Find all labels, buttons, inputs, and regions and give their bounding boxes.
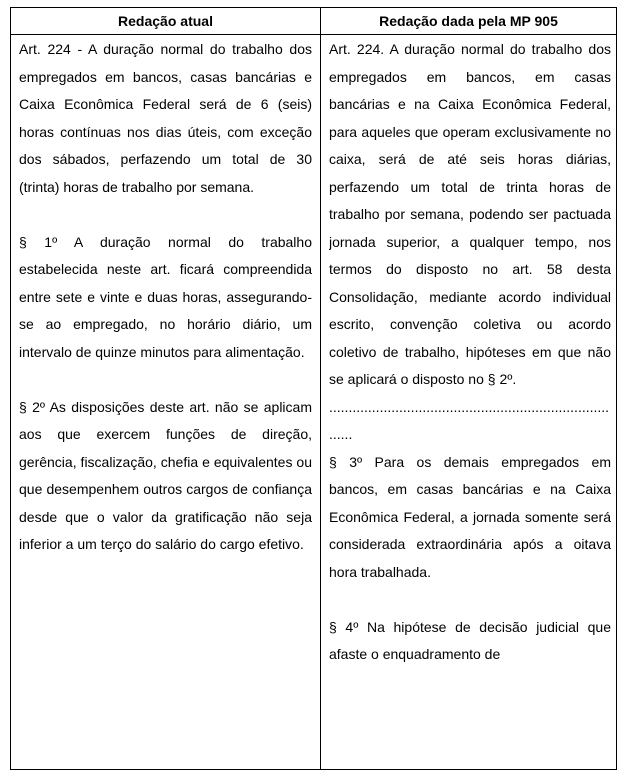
header-current-wording: Redação atual (118, 13, 213, 29)
ellipsis-line-2: ...... (329, 426, 353, 442)
mp905-wording-column (329, 35, 611, 769)
current-wording-column (19, 35, 312, 769)
header-mp905-wording: Redação dada pela MP 905 (379, 13, 558, 29)
paragraph-3-mp905: § 3º Para os demais empregados em bancos, em casas bancárias e na Caixa Econômica Federal, a jornada somente será considerada extraordinária após a oitava hora trabalhada. (329, 453, 611, 580)
paragraph-4-mp905: § 4º Na hipótese de decisão judicial que afaste o enquadramento de (329, 618, 611, 662)
art-224-current: Art. 224 - A duração normal do trabalho dos empregados em bancos, casas bancárias e Caixa Econômica Federal será de 6 (seis) horas contínuas nos dias úteis, com exceção dos sábados, perfazendo um total de 30 (trinta) horas de trabalho por semana. (19, 41, 312, 195)
paragraph-1-current: § 1º A duração normal do trabalho estabelecida neste art. ficará compreendida entre sete e vinte e duas horas, assegurando-se ao empregado, no horário diário, um intervalo de quinze minutos para alimentação. (19, 233, 312, 360)
column-divider (320, 8, 321, 769)
comparison-table (10, 7, 617, 770)
paragraph-2-current: § 2º As disposições deste art. não se aplicam aos que exercem funções de direção, gerência, fiscalização, chefia e equivalentes ou que desempenhem outros cargos de confiança desde que o valor da gratificação não seja inferior a um terço do salário do cargo efetivo. (19, 398, 312, 552)
art-224-mp905: Art. 224. A duração normal do trabalho dos empregados em bancos, em casas bancárias e na Caixa Econômica Federal, para aqueles que operam exclusivamente no caixa, será de até seis horas diárias, perfazendo um total de trinta horas de trabalho por semana, podendo ser pactuada jornada superior, a qualquer tempo, nos termos do disposto no art. 58 desta Consolidação, mediante acordo individual escrito, convenção coletiva ou acordo coletivo de trabalho, hipóteses em que não se aplicará o disposto no § 2º. (329, 41, 611, 387)
ellipsis-line-1: ........................................................................ (329, 398, 610, 415)
